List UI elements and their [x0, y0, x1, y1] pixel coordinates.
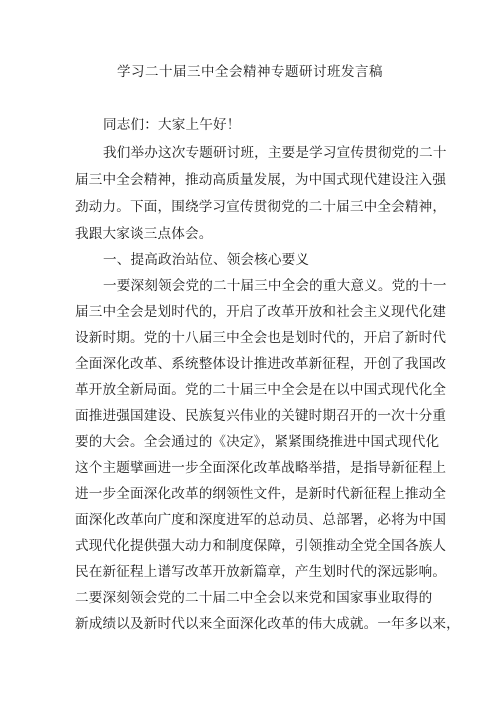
body-line: 式现代化提供强大动力和制度保障，引领推动全党全国各族人 [75, 538, 447, 554]
body-line: 面深化改革向广度和深度进军的总动员、总部署，必将为中国 [75, 512, 447, 528]
section-heading: 一、提高政治站位、领会核心要义 [103, 252, 310, 268]
body-line: 一要深刻领会党的二十届三中全会的重大意义。党的十一 [103, 278, 447, 294]
body-line: 全面深化改革、系统整体设计推进改革新征程，开创了我国改 [75, 356, 447, 372]
body-line: 这个主题擘画进一步全面深化改革战略举措，是指导新征程上 [75, 460, 447, 476]
body-line: 届三中全会精神，推动高质量发展，为中国式现代建设注入强 [75, 172, 447, 188]
body-line: 设新时期。党的十八届三中全会也是划时代的，开启了新时代 [75, 330, 447, 346]
body-line: 新成绩以及新时代以来全面深化改革的伟大成就。一年多以来， [75, 616, 460, 632]
body-line: 劲动力。下面，围绕学习宣传贯彻党的二十届三中全会精神， [75, 199, 447, 215]
body-line: 我跟大家谈三点体会。 [75, 226, 213, 242]
body-line: 要的大会。全会通过的《决定》，紧紧围绕推进中国式现代化 [75, 434, 440, 450]
body-line: 面推进强国建设、民族复兴伟业的关键时期召开的一次十分重 [75, 408, 447, 424]
body-line: 我们举办这次专题研讨班，主要是学习宣传贯彻党的二十 [103, 145, 447, 161]
body-line: 革开放全新局面。党的二十届三中全会是在以中国式现代化全 [75, 382, 447, 398]
body-line: 进一步全面深化改革的纲领性文件，是新时代新征程上推动全 [75, 486, 447, 502]
body-line: 届三中全会是划时代的，开启了改革开放和社会主义现代化建 [75, 304, 447, 320]
document-title: 学习二十届三中全会精神专题研讨班发言稿 [117, 64, 383, 80]
body-line: 二要深刻领会党的二十届二中全会以来党和国家事业取得的 [75, 590, 433, 606]
greeting-line: 同志们：大家上午好！ [103, 117, 241, 133]
body-line: 民在新征程上谱写改革开放新篇章，产生划时代的深远影响。 [75, 564, 447, 580]
